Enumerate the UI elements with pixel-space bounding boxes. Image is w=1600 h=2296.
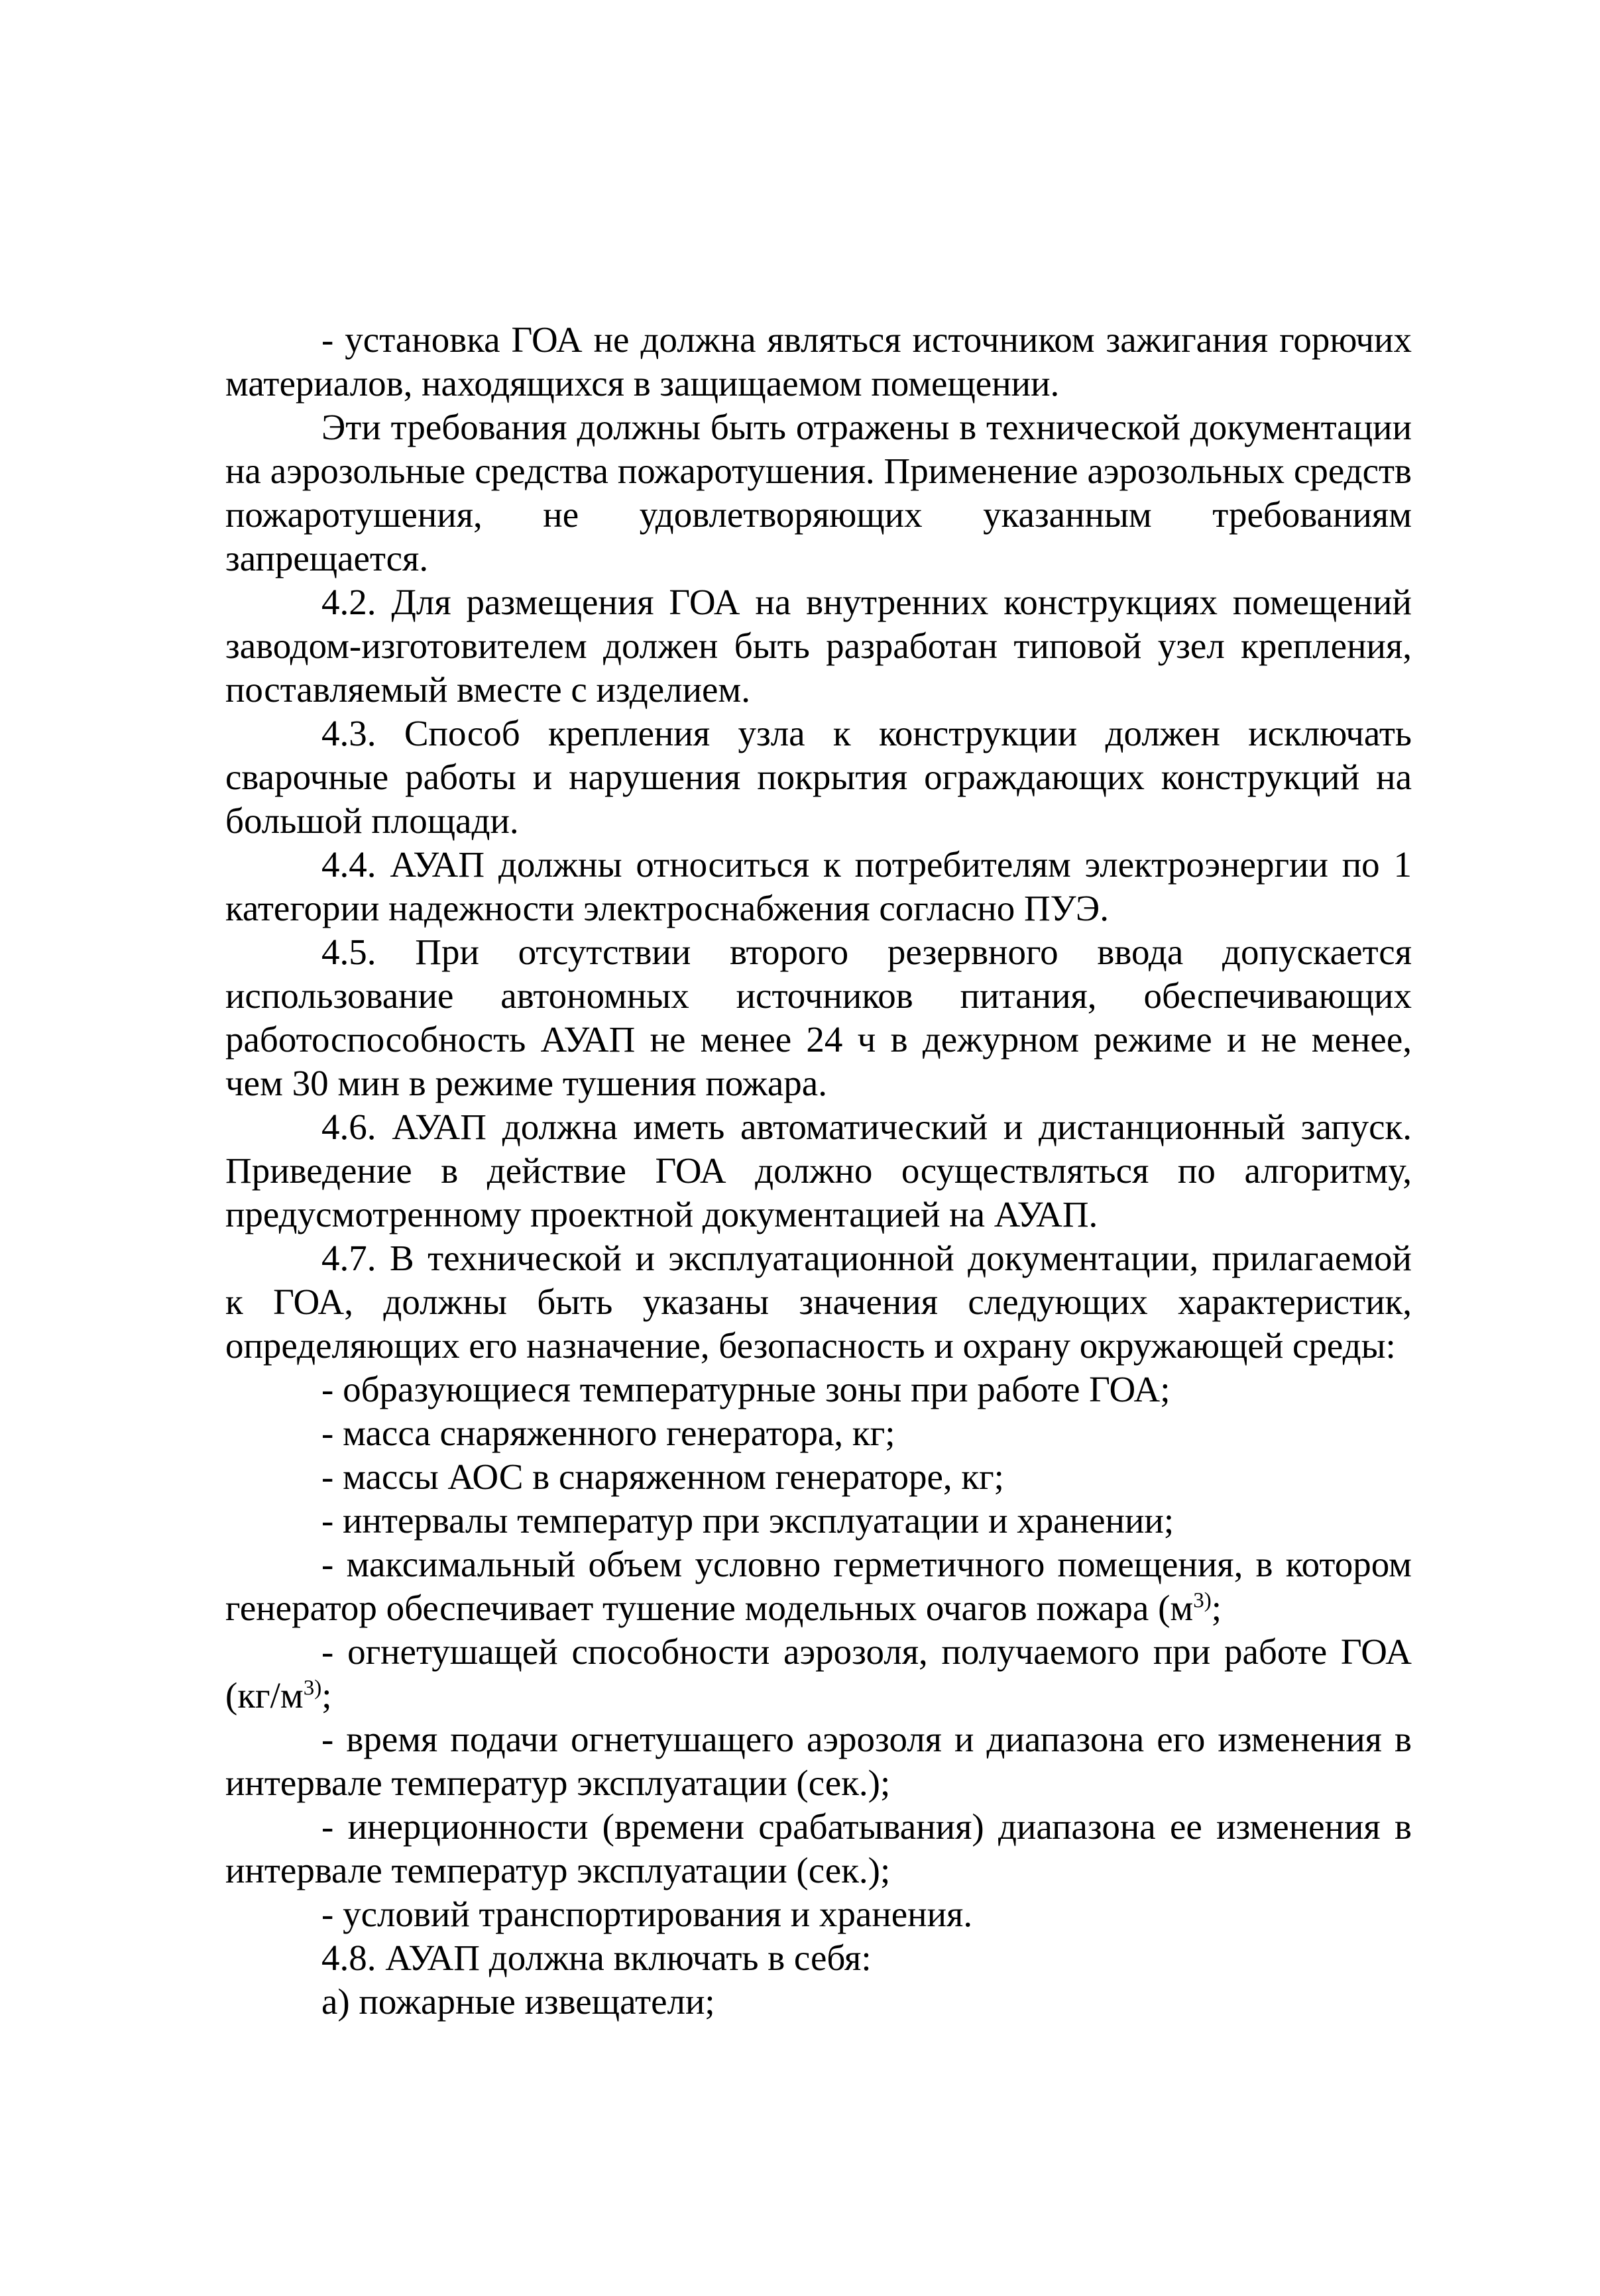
paragraph-4-5: 4.5. При отсутствии второго резервного ввода допускается использование автономных источников питания, обеспечивающих работоспособность АУАП не менее 24 ч в дежурном режиме и не менее, чем 30 мин в режиме тушения пожара.: [225, 932, 1412, 1103]
list-item-fire-detectors: а) пожарные извещатели;: [321, 1981, 715, 2022]
paragraph-4-7: 4.7. В технической и эксплуатационной документации, прилагаемой к ГОА, должны быть указаны значения следующих характеристик, определяющих его назначение, безопасность и охрану окружающей среды:: [225, 1238, 1412, 1366]
list-item-aos-mass: - массы АОС в снаряженном генераторе, кг;: [321, 1456, 1004, 1497]
max-volume-text: - максимальный объем условно герметичного помещения, в котором генератор обеспечивает тушение модельных очагов пожара (м: [225, 1544, 1412, 1628]
capacity-tail: ;: [321, 1675, 332, 1716]
list-item-inertia: - инерционности (времени срабатывания) диапазона ее изменения в интервале температур эксплуатации (сек.);: [225, 1806, 1412, 1890]
list-item-extinguishing-capacity: [225, 1630, 1412, 1718]
max-volume-superscript: 3): [1193, 1588, 1212, 1613]
list-item-temperature-zones: - образующиеся температурные зоны при работе ГОА;: [321, 1369, 1171, 1409]
document-body: [225, 318, 1412, 2024]
paragraph-4-2: 4.2. Для размещения ГОА на внутренних конструкциях помещений заводом-изготовителем должен быть разработан типовой узел крепления, поставляемый вместе с изделием.: [225, 582, 1412, 710]
list-item-temperature-intervals: - интервалы температур при эксплуатации и хранении;: [321, 1500, 1174, 1541]
paragraph-4-8: 4.8. АУАП должна включать в себя:: [321, 1938, 872, 1978]
max-volume-tail: ;: [1211, 1588, 1222, 1628]
list-item-generator-mass: - масса снаряженного генератора, кг;: [321, 1413, 895, 1453]
paragraph-4-3: 4.3. Способ крепления узла к конструкции должен исключать сварочные работы и нарушения покрытия ограждающих конструкций на большой площади.: [225, 713, 1412, 841]
list-item-transport-conditions: - условий транспортирования и хранения.: [321, 1894, 973, 1934]
capacity-superscript: 3): [303, 1676, 322, 1700]
paragraph-4-6: 4.6. АУАП должна иметь автоматический и дистанционный запуск. Приведение в действие ГОА должно осуществляться по алгоритму, предусмотренному проектной документацией на АУАП.: [225, 1107, 1412, 1234]
paragraph-requirements: Эти требования должны быть отражены в технической документации на аэрозольные средства пожаротушения. Применение аэрозольных средств пожаротушения, не удовлетворяющих указанным требованиям запрещается.: [225, 407, 1412, 578]
paragraph-4-4: 4.4. АУАП должны относиться к потребителям электроэнергии по 1 категории надежности электроснабжения согласно ПУЭ.: [225, 844, 1412, 928]
list-item-supply-time: - время подачи огнетушащего аэрозоля и диапазона его изменения в интервале температур эксплуатации (сек.);: [225, 1719, 1412, 1803]
paragraph-ignition-source: - установка ГОА не должна являться источником зажигания горючих материалов, находящихся в защищаемом помещении.: [225, 319, 1412, 404]
capacity-text: - огнетушащей способности аэрозоля, получаемого при работе ГОА (кг/м: [225, 1631, 1412, 1716]
list-item-max-volume: [225, 1543, 1412, 1630]
